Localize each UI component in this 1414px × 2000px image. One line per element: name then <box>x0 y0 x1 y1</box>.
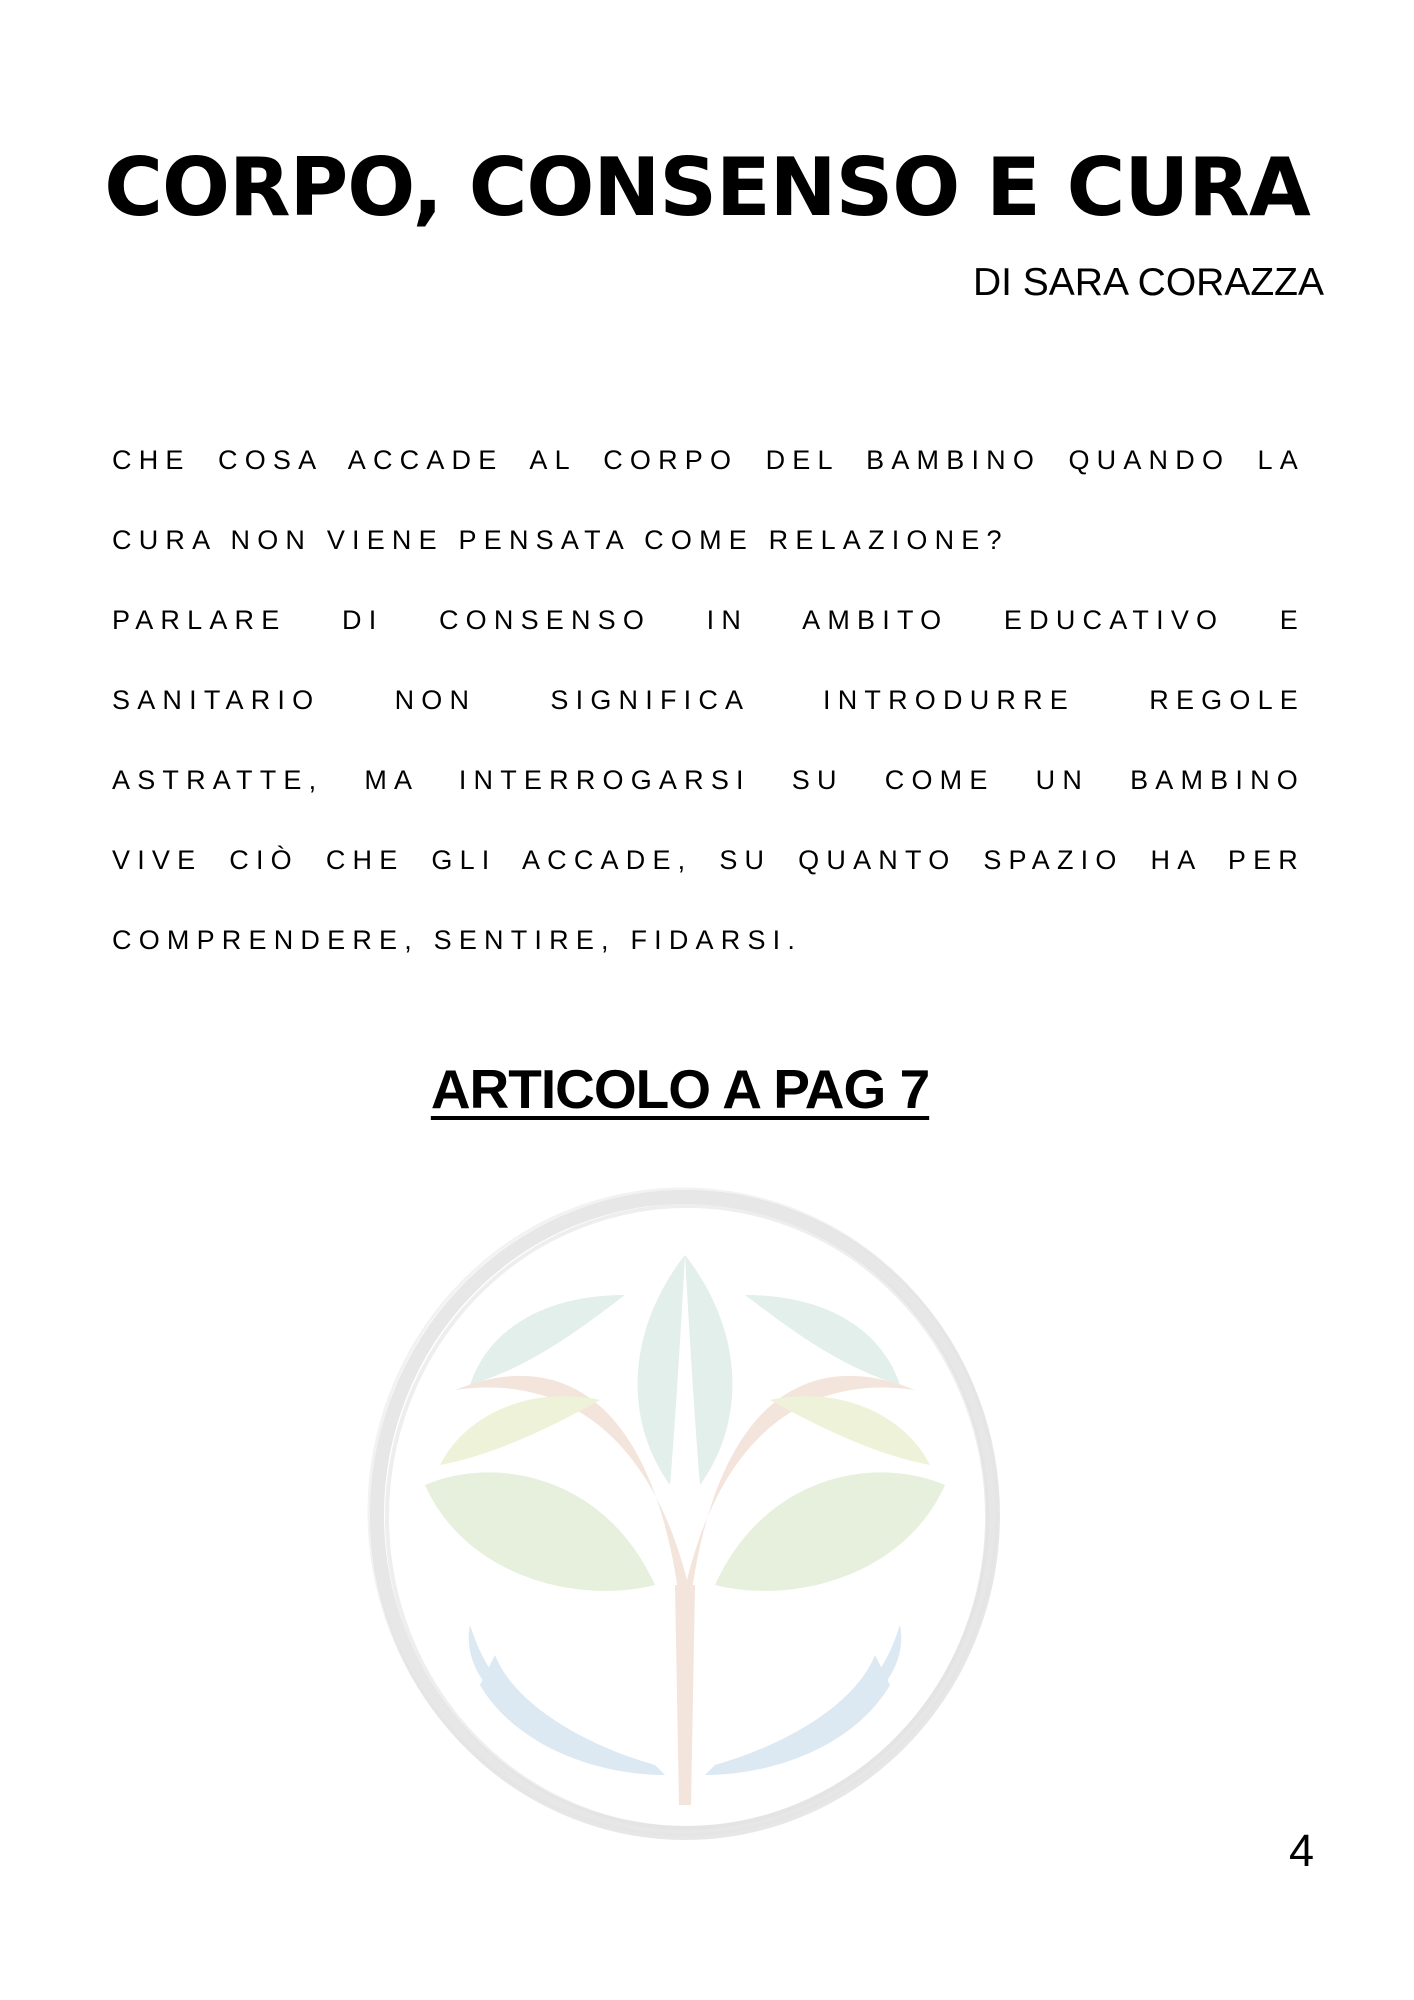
intro-line: COMPRENDERE, SENTIRE, FIDARSI. <box>112 925 803 955</box>
article-title: CORPO, CONSENSO E CURA <box>104 141 1310 234</box>
tree-trunk-icon <box>455 1376 915 1805</box>
intro-line: VIVE CIÒ CHE GLI ACCADE, SU QUANTO SPAZIO HA PER <box>112 845 1305 875</box>
intro-line: ASTRATTE, MA INTERROGARSI SU COME UN BAMBINO <box>112 765 1305 795</box>
tree-with-hands-logo <box>365 1185 1005 1845</box>
intro-line: SANITARIO NON SIGNIFICA INTRODURRE REGOLE <box>112 685 1305 715</box>
article-author: DI SARA CORAZZA <box>972 261 1324 304</box>
leaves-icon <box>425 1255 945 1591</box>
article-intro <box>112 420 1305 980</box>
intro-line: PARLARE DI CONSENSO IN AMBITO EDUCATIVO E <box>112 605 1305 635</box>
page-number: 4 <box>1288 1825 1314 1876</box>
article-page-link[interactable]: ARTICOLO A PAG 7 <box>430 1058 930 1120</box>
intro-line: CHE COSA ACCADE AL CORPO DEL BAMBINO QUANDO LA <box>112 445 1305 475</box>
logo-graphic <box>365 1185 1005 1845</box>
intro-line: CURA NON VIENE PENSATA COME RELAZIONE? <box>112 525 1009 555</box>
